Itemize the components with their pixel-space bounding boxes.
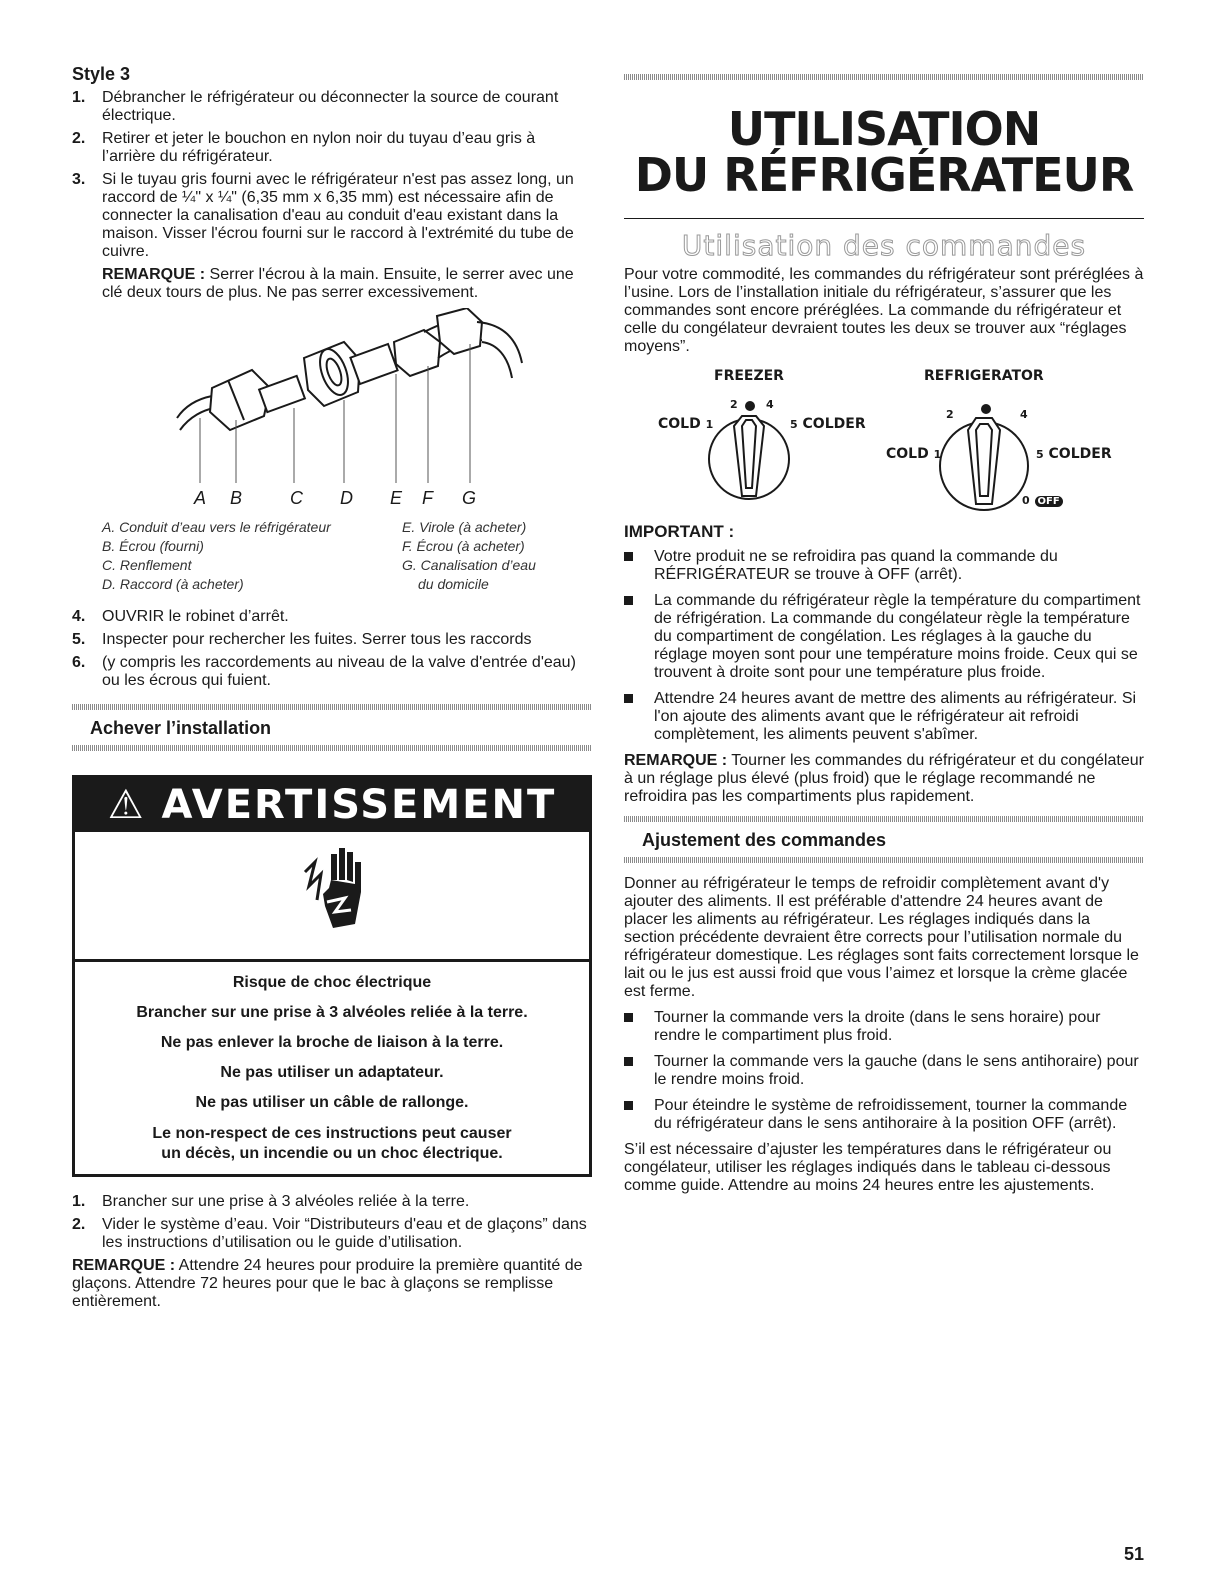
letter-c: C (290, 488, 303, 508)
warning-box (72, 775, 592, 1177)
refrigerator-colder-label: 5 COLDER (1036, 446, 1112, 462)
adjust-list (624, 1009, 1144, 1133)
shock-symbol-area (75, 832, 589, 962)
freezer-colder-label: 5 COLDER (790, 416, 866, 432)
hatch-divider (624, 857, 1144, 863)
section-title-controls: Utilisation des commandes (681, 229, 1087, 262)
bullet-icon (624, 596, 633, 605)
closing-paragraph: S’il est nécessaire d’ajuster les températures dans le réfrigérateur ou congélateur, utiliser les réglages indiqués dans le tableau ci-dessous comme guide. Attendre au moins 24 heures entre les ajustements. (624, 1141, 1112, 1194)
refrigerator-cold-label: COLD 1 (886, 446, 942, 462)
dial-graphics (624, 364, 1144, 514)
bullet-icon (624, 552, 633, 561)
refrigerator-indicator-dot (981, 404, 991, 414)
freezer-label: FREEZER (714, 368, 784, 384)
list-item: Attendre 24 heures avant de mettre des aliments au réfrigérateur. Si l'on ajoute des aliments avant que le réfrigérateur ait refroidi complètement, les aliments peuvent s'abîmer. (624, 690, 1144, 744)
warning-triangle-icon: ⚠ (107, 782, 146, 828)
list-item: Tourner la commande vers la gauche (dans le sens antihoraire) pour le rendre moins froid. (624, 1053, 1144, 1089)
freezer-cold-label: COLD 1 (658, 416, 714, 432)
list-item: 2. Vider le système d’eau. Voir “Distributeurs d'eau et de glaçons” dans les instructions d’utilisation ou le guide d’utilisation. (72, 1216, 587, 1251)
important-list (624, 548, 1144, 744)
install-steps-a (72, 89, 592, 261)
adjust-intro: Donner au réfrigérateur le temps de refroidir complètement avant d'y ajouter des aliments. Il est préférable d'attendre 24 heures avant de placer les aliments au réfrigérateur. Les réglages indiqués dans la section précédente devraient être corrects pour l’utilisation normale du réfrigérateur domestique. Les réglages sont faits correctement lorsque le lait ou le jus est aussi froid que vous l’aimez et lorsque la crème glacée est ferme. (624, 875, 1139, 1000)
section-heading-adjust: Ajustement des commandes (642, 830, 887, 850)
bullet-icon (624, 694, 633, 703)
fitting-illustration (72, 308, 592, 488)
list-item: 6. (y compris les raccordements au niveau de la valve d'entrée d'eau) ou les écrous qui fuient. (72, 654, 576, 689)
tighten-note: REMARQUE : Serrer l'écrou à la main. Ensuite, le serrer avec une clé deux tours de plus. Ne pas serrer excessivement. (102, 266, 574, 301)
diagram-letters (72, 488, 592, 510)
letter-f: F (422, 488, 433, 508)
right-column (624, 64, 1144, 1203)
hatch-divider (72, 745, 592, 751)
list-item: La commande du réfrigérateur règle la température du compartiment de réfrigération. La commande du congélateur règle la température du compartiment de congélation. Les réglages à la gauche du réglage moyen sont pour une température moins froide. Ceux qui se trouvent à droite sont pour une température plus froide. (624, 592, 1144, 682)
letter-a: A (194, 488, 207, 508)
refrigerator-dial (940, 418, 1028, 510)
page-number: 51 (1123, 1544, 1144, 1564)
electric-shock-hand-icon (295, 842, 375, 952)
bullet-icon (624, 1101, 633, 1110)
intro-paragraph: Pour votre commodité, les commandes du réfrigérateur sont préréglées à l’usine. Lors de l’installation initiale du réfrigérateur, s’assurer que les commandes sont encore préréglées. La commande du réfrigérateur et celle du congélateur devraient toutes les deux se trouver aux “réglages moyens”. (624, 266, 1144, 355)
section-heading-finish: Achever l’installation (90, 718, 272, 738)
bullet-icon (624, 1057, 633, 1066)
letter-b: B (230, 488, 243, 508)
off-badge: OFF (1035, 496, 1063, 507)
list-item: Votre produit ne se refroidira pas quand la commande du RÉFRIGÉRATEUR se trouve à OFF (arrêt). (624, 548, 1144, 584)
off-position: 0 OFF (1022, 492, 1063, 508)
important-heading: IMPORTANT : (624, 522, 735, 541)
warning-title: ⚠ AVERTISSEMENT (75, 778, 589, 832)
left-column (72, 64, 592, 1317)
list-item: 2. Retirer et jeter le bouchon en nylon noir du tuyau d’eau gris à l’arrière du réfrigérateur. (72, 130, 536, 165)
freezer-dial (709, 416, 789, 499)
list-item: Tourner la commande vers la droite (dans le sens horaire) pour rendre le compartiment plus froid. (624, 1009, 1144, 1045)
list-item: 1. Débrancher le réfrigérateur ou déconnecter la source de courant électrique. (72, 89, 559, 124)
list-item: 1. Brancher sur une prise à 3 alvéoles reliée à la terre. (72, 1193, 470, 1210)
list-item: Pour éteindre le système de refroidissement, tourner la commande du réfrigérateur dans le sens antihoraire à la position OFF (arrêt). (624, 1097, 1144, 1133)
bullet-icon (624, 1013, 633, 1022)
finish-steps (72, 1193, 592, 1252)
fitting-diagram (72, 308, 592, 488)
list-item: 3. Si le tuyau gris fourni avec le réfrigérateur n'est pas assez long, un raccord de ¼" x ¼" (6,35 mm x 6,35 mm) est nécessaire afin de connecter la canalisation d'eau au conduit d'eau existant dans la maison. Visser l'écrou fourni sur le raccord à l'extrémité du tube de cuivre. (72, 171, 574, 260)
letter-e: E (390, 488, 403, 508)
warning-text: Risque de choc électrique Brancher sur une prise à 3 alvéoles reliée à la terre. Ne pas enlever la broche de liaison à la terre. Ne pas utiliser un adaptateur. Ne pas utiliser un câble de rallonge. Le non-respect de ces instructions peut causer un décès, un incendie ou un choc électrique. (136, 974, 528, 1162)
freezer-indicator-dot (745, 401, 755, 411)
list-item: 5. Inspecter pour rechercher les fuites. Serrer tous les raccords (72, 631, 532, 648)
page-title: UTILISATION DU RÉFRIGÉRATEUR (634, 102, 1134, 202)
install-steps-b (72, 608, 592, 690)
style-heading: Style 3 (72, 64, 131, 84)
diagram-captions: A. Conduit d’eau vers le réfrigérateur B. Écrou (fourni) C. Renflement D. Raccord (à acheter) E. Virole (à acheter) F. Écrou (à acheter) G. Canalisation d’eau du domicile (102, 519, 536, 592)
letter-g: G (462, 488, 477, 508)
ice-remark: REMARQUE : Attendre 24 heures pour produire la première quantité de glaçons. Attendre 72 heures pour que le bac à glaçons se remplisse entièrement. (72, 1257, 583, 1310)
letter-d: D (340, 488, 353, 508)
refrigerator-label: REFRIGERATOR (924, 368, 1044, 384)
list-item: 4. OUVRIR le robinet d’arrêt. (72, 608, 289, 625)
control-dials: FREEZER REFRIGERATOR COLD 1 2 4 5 COLDER COLD 1 2 4 5 COLDER 0 OFF (624, 364, 1144, 514)
controls-remark: REMARQUE : Tourner les commandes du réfrigérateur et du congélateur à un réglage plus élevé (plus froid) que le réglage recommandé ne refroidira pas les compartiments plus rapidement. (624, 752, 1144, 805)
